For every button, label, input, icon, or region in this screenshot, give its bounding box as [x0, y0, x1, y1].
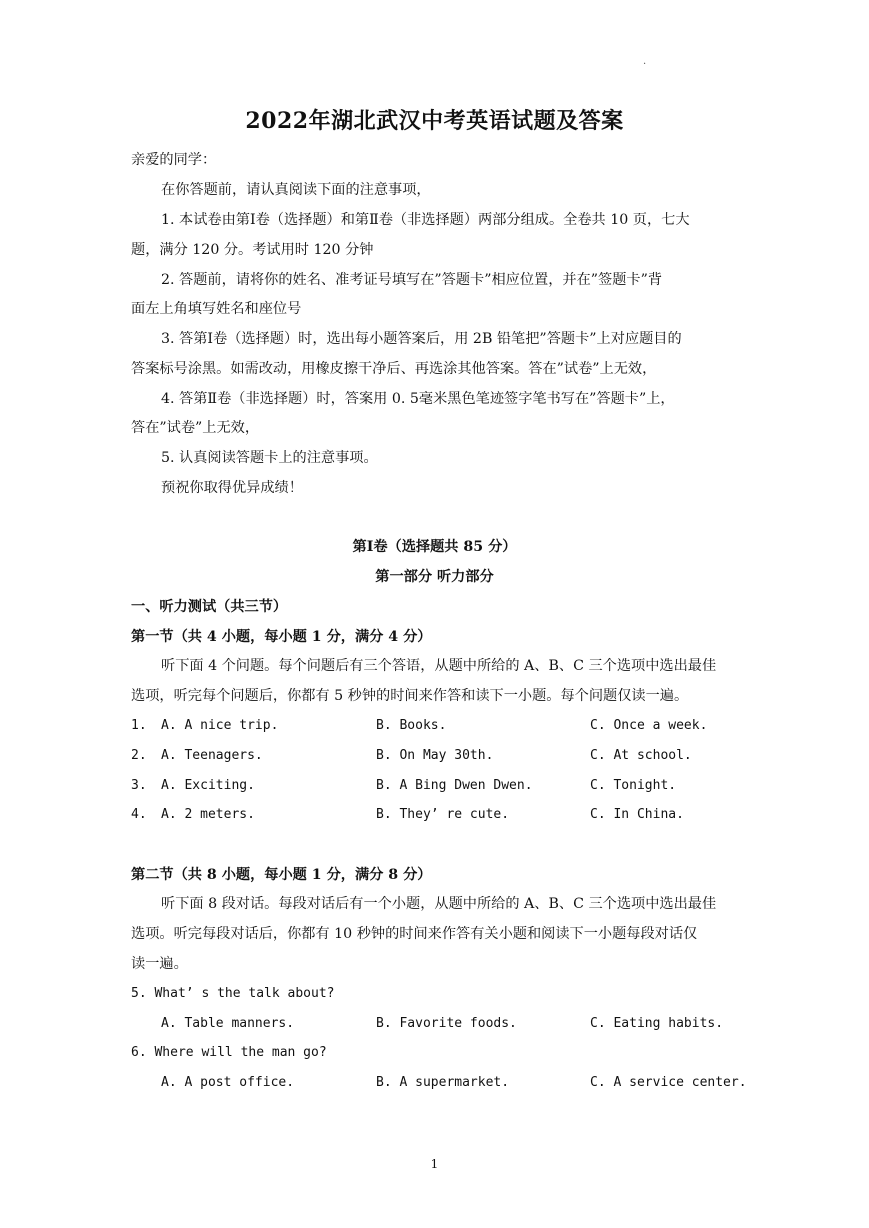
- section1-title: 第一节（共 4 小题，每小题 1 分，满分 4 分）: [131, 629, 432, 645]
- option-b: B. On May 30th.: [376, 748, 494, 763]
- option-a: A. Table manners.: [161, 1016, 295, 1031]
- notice-3-line-1: 3. 答第Ⅰ卷（选择题）时，选出每小题答案后，用 2B 铅笔把”答题卡”上对应题目的: [161, 331, 682, 347]
- notice-3-line-2: 答案标号涂黑。如需改动，用橡皮擦干净后、再选涂其他答案。答在”试卷”上无效，: [131, 361, 657, 377]
- option-c: C. In China.: [590, 807, 684, 822]
- question-number: 4.: [131, 807, 147, 822]
- question-stem: 6. Where will the man go?: [131, 1045, 327, 1060]
- good-luck-wish: 预祝你取得优异成绩！: [161, 480, 303, 496]
- section1-instruction-line-2: 选项，听完每个问题后，你都有 5 秒钟的时间来作答和读下一小题。每个问题仅读一遍。: [131, 688, 689, 704]
- question-stem: 5. What’ s the talk about?: [131, 986, 335, 1001]
- option-c: C. At school.: [590, 748, 692, 763]
- notice-1-line-1: 1. 本试卷由第Ⅰ卷（选择题）和第Ⅱ卷（非选择题）两部分组成。全卷共 10 页，七大: [161, 212, 690, 228]
- question-number: 2.: [131, 748, 147, 763]
- option-b: B. Favorite foods.: [376, 1016, 517, 1031]
- option-a: A. A post office.: [161, 1075, 295, 1090]
- page-title: 2022年湖北武汉中考英语试题及答案: [245, 108, 624, 134]
- option-b: B. Books.: [376, 718, 447, 733]
- question-number: 1.: [131, 718, 147, 733]
- option-a: A. Exciting.: [161, 778, 255, 793]
- section2-instruction-line-3: 读一遍。: [131, 956, 188, 972]
- option-c: C. A service center.: [590, 1075, 747, 1090]
- greeting: 亲爱的同学：: [131, 152, 217, 168]
- intro-lead: 在你答题前，请认真阅读下面的注意事项，: [161, 182, 431, 198]
- section2-title: 第二节（共 8 小题，每小题 1 分，满分 8 分）: [131, 867, 432, 883]
- option-c: C. Eating habits.: [590, 1016, 724, 1031]
- notice-1-line-2: 题，满分 120 分。考试用时 120 分钟: [131, 242, 374, 258]
- option-c: C. Tonight.: [590, 778, 677, 793]
- notice-2-line-2: 面左上角填写姓名和座位号: [131, 301, 302, 317]
- option-b: B. A Bing Dwen Dwen.: [376, 778, 533, 793]
- option-a: A. 2 meters.: [161, 807, 255, 822]
- option-c: C. Once a week.: [590, 718, 708, 733]
- notice-4-line-1: 4. 答第Ⅱ卷（非选择题）时，答案用 0. 5毫米黑色笔迹签字笔书写在”答题卡”上，: [161, 391, 675, 407]
- listening-section-title: 一、听力测试（共三节）: [131, 599, 288, 615]
- option-a: A. Teenagers.: [161, 748, 263, 763]
- part1-heading: 第Ⅰ卷（选择题共 85 分）: [352, 539, 517, 555]
- notice-5: 5. 认真阅读答题卡上的注意事项。: [161, 450, 378, 466]
- part1-subheading: 第一部分 听力部分: [375, 569, 494, 585]
- section2-instruction-line-1: 听下面 8 段对话。每段对话后有一个小题，从题中所给的 A、B、C 三个选项中选出最佳: [161, 896, 717, 912]
- notice-2-line-1: 2. 答题前，请将你的姓名、准考证号填写在”答题卡”相应位置，并在”签题卡”背: [161, 272, 663, 288]
- question-number: 3.: [131, 778, 147, 793]
- option-b: B. They’ re cute.: [376, 807, 510, 822]
- option-b: B. A supermarket.: [376, 1075, 510, 1090]
- header-dot: .: [643, 56, 647, 67]
- page-number: 1: [430, 1157, 439, 1171]
- option-a: A. A nice trip.: [161, 718, 279, 733]
- section2-instruction-line-2: 选项。听完每段对话后，你都有 10 秒钟的时间来作答有关小题和阅读下一小题每段对话仅: [131, 926, 698, 942]
- notice-4-line-2: 答在”试卷”上无效，: [131, 420, 260, 436]
- section1-instruction-line-1: 听下面 4 个问题。每个问题后有三个答语，从题中所给的 A、B、C 三个选项中选出最佳: [161, 658, 717, 674]
